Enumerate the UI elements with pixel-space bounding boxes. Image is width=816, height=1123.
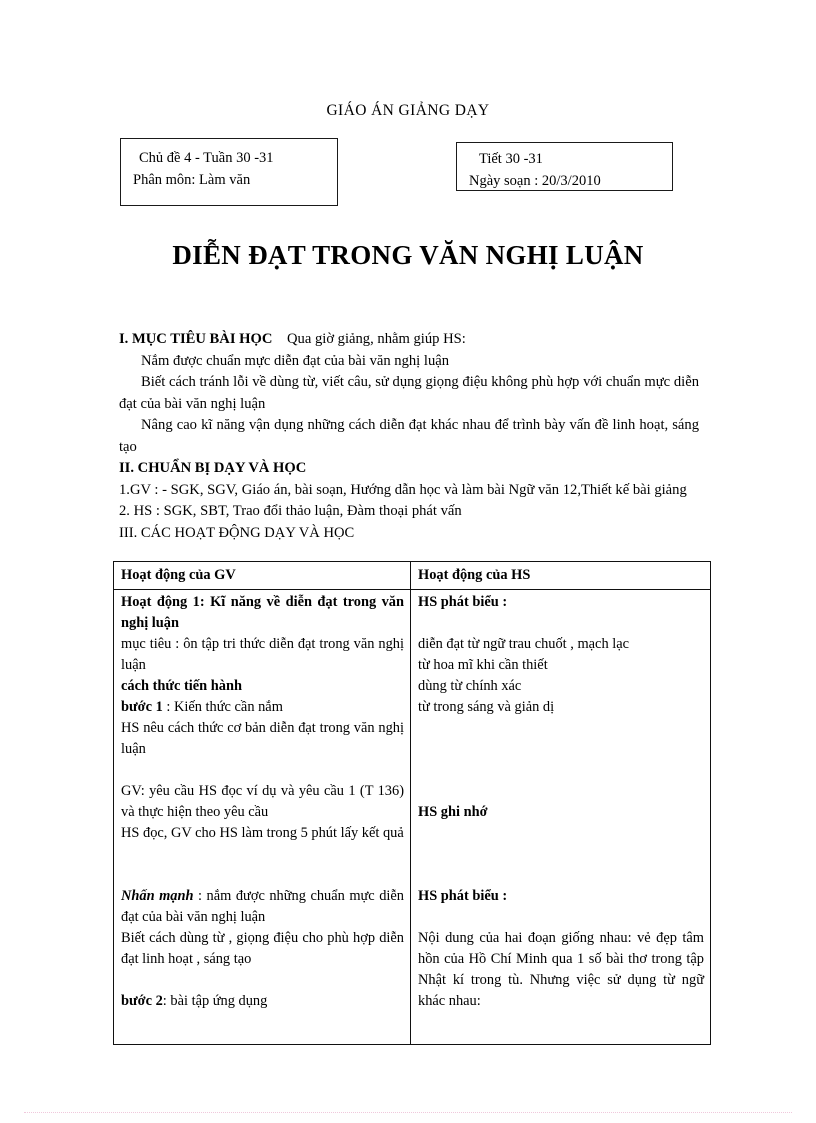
cell-spacer [121, 970, 404, 991]
section-1-subtitle: Qua giờ giảng, nhằm giúp HS: [287, 331, 466, 347]
cell-spacer [121, 844, 404, 886]
column-header-student: Hoạt động của HS [411, 562, 711, 590]
cell-spacer [418, 865, 704, 886]
table-row [114, 590, 711, 1045]
gv-reading-time: HS đọc, GV cho HS làm trong 5 phút lấy kết quả [121, 825, 404, 841]
gv-emphasis-detail: Biết cách dùng từ , giọng điệu cho phù hợp diễn đạt linh hoạt , sáng tạo [121, 930, 404, 967]
document-header-title: GIÁO ÁN GIẢNG DẠY [326, 102, 490, 119]
activities-table [113, 561, 711, 1045]
gv-request-example: GV: yêu cầu HS đọc ví dụ và yêu cầu 1 (T 136) và thực hiện theo yêu cầu [121, 783, 404, 820]
hs-answer-5: Nội dung của hai đoạn giống nhau: vẻ đẹp tâm hồn của Hồ Chí Minh qua 1 số bài thơ trong tập Nhật kí trong tù. Nhưng việc sử dụng từ ngữ khác nhau: [418, 930, 704, 1009]
topic-week-line: Chủ đề 4 - Tuần 30 -31 [139, 150, 274, 166]
lesson-period-box [456, 142, 673, 191]
gv-activity-1-title [121, 592, 404, 634]
gv-activity-1-title-text: Hoạt động 1: Kĩ năng về diễn đạt trong văn nghị luận [121, 594, 404, 631]
gv-step-1-detail: HS nêu cách thức cơ bản diễn đạt trong văn nghị luận [121, 720, 404, 757]
hs-answer-1: diễn đạt từ ngữ trau chuốt , mạch lạc [418, 636, 630, 652]
table-header-row [114, 562, 711, 590]
cell-spacer [418, 907, 704, 928]
objective-2: Biết cách tránh lỗi về dùng từ, viết câu, sử dụng giọng điệu không phù hợp với chuẩn mực diễn đạt của bài văn nghị luận [119, 374, 699, 412]
page-title: DIỄN ĐẠT TRONG VĂN NGHỊ LUẬN [172, 240, 644, 270]
cell-spacer [418, 613, 704, 634]
footer-divider [24, 1112, 792, 1113]
cell-spacer [418, 823, 704, 865]
hs-speak-heading-2 [418, 886, 704, 907]
column-header-teacher: Hoạt động của GV [114, 562, 411, 590]
prep-teacher: 1.GV : - SGK, SGV, Giáo án, bài soạn, Hướng dẫn học và làm bài Ngữ văn 12,Thiết kế bài giảng [119, 481, 687, 498]
hs-answer-2: từ hoa mĩ khi cần thiết [418, 657, 548, 673]
cell-spacer [418, 760, 704, 802]
gv-step-2-label: bước 2 [121, 993, 163, 1009]
section-2-heading: II. CHUẨN BỊ DẠY VÀ HỌC [119, 460, 307, 476]
objective-3: Nâng cao kĩ năng vận dụng những cách diễn đạt khác nhau để trình bày vấn đề linh hoạt, sáng tạo [119, 417, 699, 455]
gv-method-heading-text: cách thức tiến hành [121, 678, 242, 694]
cell-spacer [121, 760, 404, 781]
section-1-heading-line [119, 329, 699, 351]
gv-step-2-text: : bài tập ứng dụng [162, 993, 268, 1009]
hs-speak-heading-1-text: HS phát biểu : [418, 594, 508, 610]
section-3-heading: III. CÁC HOẠT ĐỘNG DẠY VÀ HỌC [119, 524, 355, 541]
gv-emphasis-line [121, 886, 404, 928]
subject-line: Phân môn: Làm văn [133, 172, 251, 188]
teacher-activity-cell [114, 590, 411, 1045]
gv-step-2-line [121, 991, 404, 1012]
cell-spacer [418, 718, 704, 760]
gv-emphasis-label: Nhấn mạnh [121, 888, 194, 904]
hs-answer-4: từ trong sáng và giản dị [418, 699, 555, 715]
gv-method-heading [121, 676, 404, 697]
gv-emphasis-text: : nắm được những chuẩn mực diễn đạt của bài văn nghị luận [121, 888, 404, 925]
gv-objective: mục tiêu : ôn tập tri thức diễn đạt trong văn nghị luận [121, 636, 404, 673]
hs-note-heading-text: HS ghi nhớ [418, 804, 488, 820]
section-1-heading: I. MỤC TIÊU BÀI HỌC [119, 331, 273, 347]
gv-step-1-line [121, 697, 404, 718]
hs-speak-heading-1 [418, 592, 704, 613]
objective-1: Nắm được chuẩn mực diễn đạt của bài văn nghị luận [141, 352, 450, 369]
lesson-topic-box [120, 138, 338, 206]
period-line: Tiết 30 -31 [479, 151, 543, 167]
cell-spacer [121, 1012, 404, 1042]
hs-note-heading [418, 802, 704, 823]
lesson-body [119, 329, 699, 544]
gv-step-1-text: : Kiến thức cần nắm [162, 699, 283, 715]
date-line: Ngày soạn : 20/3/2010 [469, 173, 601, 189]
hs-speak-heading-2-text: HS phát biểu : [418, 888, 508, 904]
gv-step-1-label: bước 1 [121, 699, 163, 715]
section-1-heading-tail [272, 331, 287, 347]
student-activity-cell [411, 590, 711, 1045]
prep-student: 2. HS : SGK, SBT, Trao đổi thảo luận, Đàm thoại phát vấn [119, 503, 462, 519]
hs-answer-3: dùng từ chính xác [418, 678, 522, 694]
